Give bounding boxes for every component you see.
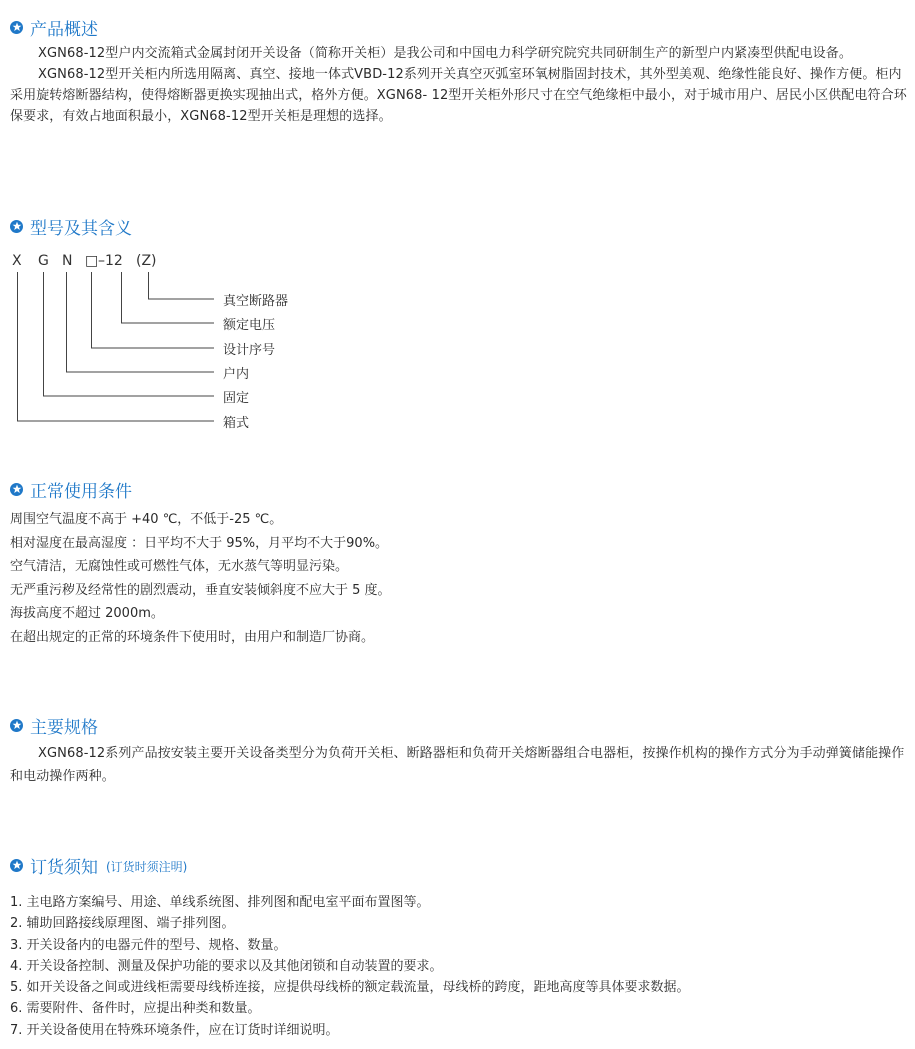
code-voltage: –12 [98,253,123,269]
model-heading-text: 型号及其含义 [30,218,132,239]
label-fixed: 固定 [223,391,250,406]
code-n: N [62,253,73,269]
condition-line: 在超出规定的正常的环境条件下使用时，由用户和制造厂协商。 [10,629,375,645]
model-section [10,213,907,239]
ordering-heading-text: 订货须知 [30,857,98,878]
label-indoor: 户内 [223,367,250,382]
specs-paragraph: XGN68-12系列产品按安装主要开关设备类型分为负荷开关柜、断路器柜和负荷开关熔断器组合电器柜，按操作机构的操作方式分为手动弹簧储能操作和电动操作两种。 [10,746,905,784]
star-circle-icon [10,21,23,34]
model-connector-lines [10,250,330,440]
overview-section [10,14,907,127]
code-box: □ [85,253,99,269]
model-code-diagram [10,250,330,440]
condition-line: 周围空气温度不高于 +40 ℃，不低于-25 ℃。 [10,512,283,527]
condition-line: 相对湿度在最高湿度 ：日平均不大于 95%，月平均不大于90%。 [10,535,389,551]
code-z: (Z) [136,253,157,269]
label-box-type: 箱式 [223,416,250,431]
specs-heading [10,712,907,738]
code-g: G [38,253,49,269]
condition-line: 海拔高度不超过 2000m。 [10,606,164,621]
star-circle-icon [10,483,23,496]
star-circle-icon [10,719,23,732]
overview-paragraph-1: XGN68-12型户内交流箱式金属封闭开关设备（简称开关柜）是我公司和中国电力科学研究院究共同研制生产的新型户内紧凑型供配电设备。 [38,46,852,61]
ordering-section [10,852,907,1041]
star-circle-icon [10,859,23,872]
ordering-item: 6. 需要附件、备件时，应提出种类和数量。 [10,1001,261,1017]
overview-paragraph-2: XGN68-12型开关柜内所选用隔离、真空、接地一体式VBD-12系列开关真空灭弧室环氧树脂固封技术，其外型美观、绝缘性能良好、操作方便。柜内采用旋转熔断器结构，使得熔断器更换实现抽出式，格外方便。XGN68- 12型开关柜外形尺寸在空气绝缘柜中最小，对于城市用户、居民小区供配电符合环保要求，有效占地面积最小，XGN68-12型开关柜是理想的选择。 [10,67,907,124]
ordering-item: 7. 开关设备使用在特殊环境条件，应在订货时详细说明。 [10,1022,339,1038]
ordering-heading-note: (订货时须注明) [106,860,188,874]
conditions-heading-text: 正常使用条件 [30,481,132,502]
code-x: X [12,253,22,269]
ordering-item: 5. 如开关设备之间或进线柜需要母线桥连接，应提供母线桥的额定载流量，母线桥的跨度，距地高度等具体要求数据。 [10,980,690,996]
conditions-heading [10,476,907,502]
overview-heading [10,14,907,40]
ordering-heading [10,852,907,878]
condition-line: 无严重污秽及经常性的剧烈震动，垂直安装倾斜度不应大于 5 度。 [10,582,391,598]
label-design-number: 设计序号 [223,343,276,358]
overview-heading-text: 产品概述 [30,19,98,40]
specs-heading-text: 主要规格 [30,717,98,738]
label-rated-voltage: 额定电压 [223,318,276,333]
ordering-item: 1. 主电路方案编号、用途、单线系统图、排列图和配电室平面布置图等。 [10,895,430,910]
model-heading [10,213,907,239]
condition-line: 空气清洁，无腐蚀性或可燃性气体，无水蒸气等明显污染。 [10,559,349,574]
star-circle-icon [10,220,23,233]
label-vacuum-breaker: 真空断路器 [223,294,289,309]
specs-section [10,712,907,788]
conditions-section [10,476,907,649]
ordering-item: 3. 开关设备内的电器元件的型号、规格、数量。 [10,937,287,953]
ordering-item: 4. 开关设备控制、测量及保护功能的要求以及其他闭锁和自动装置的要求。 [10,958,443,974]
ordering-item: 2. 辅助回路接线原理图、端子排列图。 [10,916,235,932]
